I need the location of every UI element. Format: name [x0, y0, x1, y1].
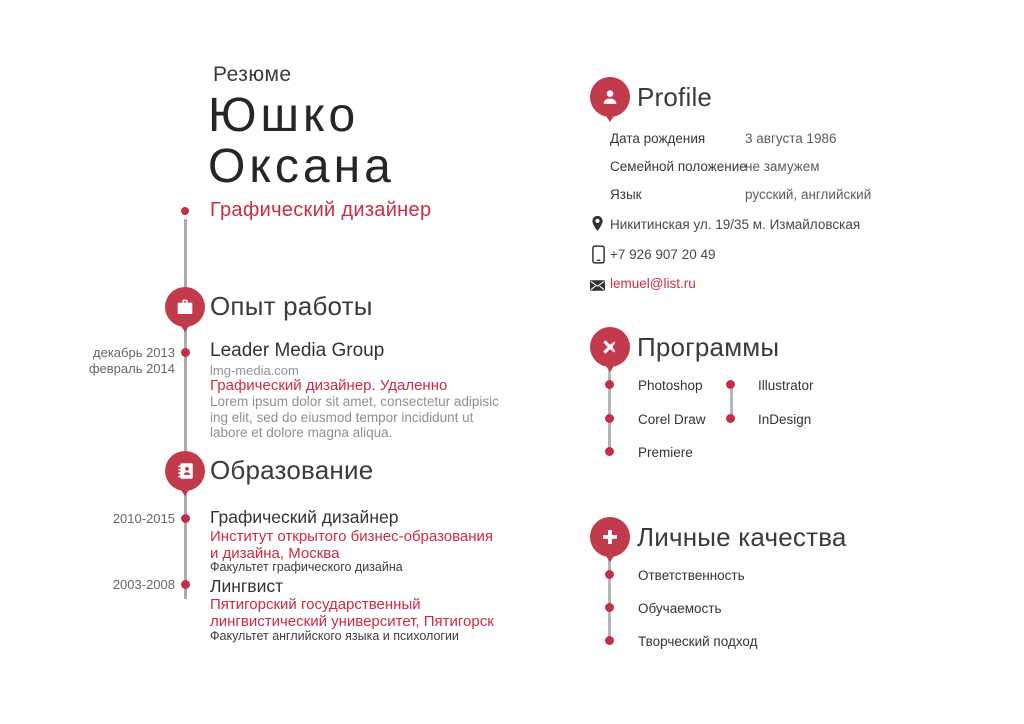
experience-description-line2: ing elit, sed do eiusmod tempor incididunt ut [210, 409, 474, 425]
education-entry2-faculty: Факультет английского языка и психологии [210, 629, 459, 643]
program-item: Illustrator [758, 378, 814, 393]
profile-section-title: Profile [637, 82, 713, 112]
education-entry2-organization [210, 597, 494, 630]
phone-icon [592, 245, 605, 269]
timeline-start-dot [181, 207, 189, 215]
profile-row-label: Язык [610, 187, 642, 202]
person-name-line2: Оксана [208, 140, 395, 193]
program-item: InDesign [758, 412, 812, 427]
experience-description-line3: labore et dolore magna aliqua. [210, 425, 393, 440]
left-timeline-line [184, 219, 187, 599]
program-dot [605, 447, 614, 456]
program-item: Corel Draw [638, 412, 706, 427]
education-section-pin [165, 451, 205, 503]
program-item: Photoshop [638, 378, 703, 393]
education-entry2-org-line2: лингвистический университет, Пятигорск [210, 612, 494, 630]
education-entry1-faculty: Факультет графического дизайна [210, 560, 403, 574]
program-item: Premiere [638, 445, 693, 460]
experience-role: Графический дизайнер. Удаленно [210, 377, 448, 394]
program-dot [605, 380, 614, 389]
experience-entry-dates [55, 345, 175, 377]
envelope-icon [590, 278, 605, 296]
pin-circle [590, 517, 630, 557]
experience-description-line1: Lorem ipsum dolor sit amet, consectetur adipisic [210, 394, 499, 409]
pin-circle [165, 451, 205, 491]
plus-icon [599, 526, 621, 548]
crossed-pencils-icon [599, 336, 621, 358]
profile-row-label: Семейной положение [610, 159, 747, 174]
address-text: Никитинская ул. 19/35 м. Измайловская [610, 217, 861, 232]
programs-section-title: Программы [637, 332, 780, 362]
qualities-section-pin [590, 517, 630, 569]
pin-circle [165, 287, 205, 327]
pin-circle [590, 77, 630, 117]
profile-row-value: 3 августа 1986 [745, 131, 837, 146]
programs-section-pin [590, 327, 630, 379]
quality-dot [605, 636, 614, 645]
quality-item: Творческий подход [638, 634, 758, 649]
quality-item: Обучаемость [638, 601, 722, 616]
profile-section-pin [590, 77, 630, 129]
education-entry1-dot [181, 514, 190, 523]
education-entry2-org-line1: Пятигорский государственный [210, 596, 421, 613]
experience-website: lmg-media.com [210, 363, 299, 378]
pin-circle [590, 327, 630, 367]
experience-date-line2: февраль 2014 [88, 361, 175, 376]
education-entry1-degree: Графический дизайнер [210, 507, 399, 527]
person-name [208, 90, 395, 192]
location-pin-icon [591, 215, 604, 237]
education-entry1-dates: 2010-2015 [112, 511, 175, 526]
experience-description [210, 394, 499, 441]
phone-number: +7 926 907 20 49 [610, 247, 716, 262]
profile-row-label: Дата рождения [610, 131, 706, 146]
person-icon [599, 86, 621, 108]
experience-section-title: Опыт работы [210, 291, 373, 321]
experience-date-line1: декабрь 2013 [93, 345, 175, 360]
briefcase-icon [174, 296, 196, 318]
email-link[interactable]: lemuel@list.ru [610, 276, 696, 291]
program-dot [726, 414, 735, 423]
program-dot [605, 414, 614, 423]
qualities-section-title: Личные качества [637, 522, 847, 552]
address-book-icon [174, 460, 196, 482]
person-name-line1: Юшко [208, 89, 360, 142]
quality-dot [605, 570, 614, 579]
profile-row-value: не замужем [745, 159, 820, 174]
education-entry1-organization [210, 529, 493, 562]
program-dot [726, 380, 735, 389]
education-entry1-org-line1: Институт открытого бизнес-образования [210, 528, 494, 545]
experience-company: Leader Media Group [210, 340, 385, 361]
profile-row-value: русский, английский [745, 187, 872, 202]
education-entry2-dot [181, 580, 190, 589]
experience-entry-dot [181, 348, 190, 357]
person-job-title: Графический дизайнер [210, 199, 432, 221]
experience-section-pin [165, 287, 205, 339]
education-entry2-degree: Лингвист [210, 576, 284, 596]
resume-kicker: Резюме [213, 63, 292, 86]
quality-dot [605, 603, 614, 612]
education-entry1-org-line2: и дизайна, Москва [210, 544, 340, 562]
quality-item: Ответственность [638, 568, 745, 583]
education-entry2-dates: 2003-2008 [112, 577, 175, 592]
education-section-title: Образование [210, 455, 374, 485]
